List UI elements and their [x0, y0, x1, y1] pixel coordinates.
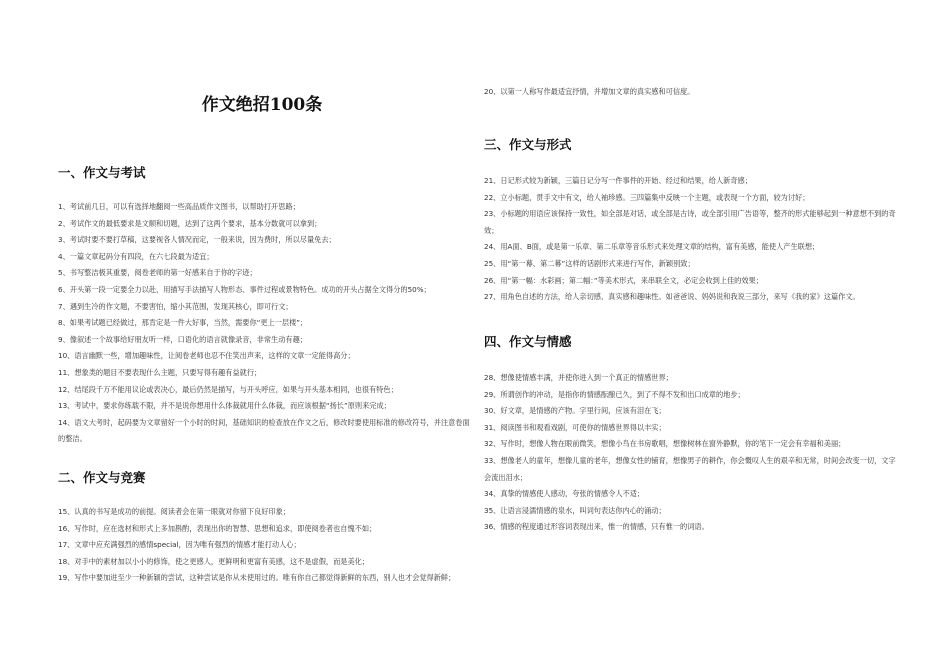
- section-list-form: [484, 173, 896, 306]
- list-item: 25、用“第一幕、第二幕”这样的话剧形式来进行写作，新颖别致；: [484, 258, 695, 268]
- list-item: 35、让语言浸濡情感的泉水，叫词句表达你内心的涌动；: [484, 505, 666, 515]
- document-title: 作文绝招100条: [201, 95, 323, 115]
- section-heading-exam: 一、作文与考试: [58, 165, 146, 180]
- list-item: 15、认真的书写是成功的前提。阅读者会在第一眼就对你留下良好印象；: [58, 507, 290, 516]
- list-item: 10、语言幽默一些，增加趣味性，让阅卷老师也忍不住笑出声来，这样的文章一定能得高分；: [58, 351, 355, 361]
- list-item: 36、情感的程度通过形容词表现出来，惟一的情感，只有惟一的词语。: [484, 522, 709, 532]
- list-item: 27、用角色自述的方法，给人亲切感、真实感和趣味性。如爸爸说、妈妈说和我说三部分，来写《我的家》这篇作文。: [484, 292, 860, 302]
- list-item: 17、文章中应充满强烈的感情special，因为唯有强烈的情感才能打动人心；: [58, 540, 301, 550]
- list-item: 20、以第一人称写作最适宜抒情，并增加文章的真实感和可信度。: [484, 87, 695, 96]
- list-item: 9、像叙述一个故事给好朋友听一样，口语化的语言就像录音，非常生动有趣；: [58, 334, 307, 344]
- list-item: 2、考试作文的最低要求是文顺和切题，达到了这两个要求，基本分数就可以拿到；: [58, 218, 322, 228]
- list-item: 4、一篇文章起码分有四段，在六七段最为适宜；: [58, 251, 214, 261]
- list-item: 1、考试前几日，可以有选择地翻阅一些高品质作文图书，以帮助打开思路；: [58, 202, 300, 211]
- list-item: 26、用“第一幅：水彩画；第二幅：”等美术形式，来串联全文，必定会收到上佳的效果；: [484, 275, 763, 285]
- list-item: 16、写作时，应在选材和形式上多加斟酌，表现出你的智慧、思想和追求，即使阅卷者也自愧不如；: [58, 523, 377, 533]
- list-item: 8、如果考试题已经做过，那肯定是一件大好事，当然，需要你“更上一层楼”；: [58, 318, 308, 328]
- list-item: 32、写作时，想像人物在眼前微笑，想像小鸟在书房歌唱，想像树林在窗外静默，你的笔下一定会有幸福和美丽；: [484, 439, 846, 449]
- section-list-emotion: [484, 370, 896, 536]
- list-item: 22、立小标题，贯手文中有文，给人袖珍感。三四篇集中反映一个主题，或表现一个方面，较为讨好；: [484, 192, 810, 202]
- section-heading-form: 三、作文与形式: [484, 137, 572, 152]
- list-item: 31、阅读图书和观看戏剧，可使你的情感世界得以丰实；: [484, 422, 666, 432]
- list-item: 14、语文大考时，起码要为文章留好一个小时的时间，基础知识的检查放在作文之后，修改时要使用标准的修改符号，并注意卷面的整洁。: [58, 417, 470, 444]
- section-list-competition-right: [484, 84, 896, 101]
- list-item: 3、考试时要不要打草稿，这要视各人情况而定，一般来说，因为费时，所以尽量免去；: [58, 235, 336, 245]
- list-item: 28、想像使情感丰满，并使你进入到一个真正的情感世界；: [484, 373, 673, 382]
- list-item: 21、日记形式较为新颖，三篇日记分写一件事件的开始、经过和结果，给人新奇感；: [484, 176, 752, 185]
- list-item: 33、想像老人的童年，想像儿童的老年，想像女性的铺育，想像男子的耕作，你会慨叹人生的艰辛和无常，时间会改变一切，文字会流出泪水；: [484, 455, 896, 482]
- list-item: 29、所谓创作的冲动，是指你的情感酝酿已久，到了不得不发和出口成章的地步；: [484, 389, 745, 399]
- list-item: 23、小标题的用语应该保持一致性，如全部是对话，或全部是古诗，或全部引用广告语等，整齐的形式能够起到一种意想不到的奇效；: [484, 209, 896, 235]
- list-item: 34、真挚的情感使人感动，夸张的情感令人不适；: [484, 489, 645, 499]
- list-item: 7、遇到生冷的作文题，不要害怕，缩小其范围，发现其核心，即可行文；: [58, 301, 293, 311]
- list-item: 11、想象类的题目不要表现什么主题，只要写得有趣有益就行；: [58, 367, 262, 377]
- list-item: 12、结尾段千万不能用议论或表决心，最后仍然是描写，与开头呼应，如果与开头基本相同，也很有特色；: [58, 384, 398, 394]
- list-item: 5、书写整洁极其重要，阅卷老师的第一好感来自于你的字迹；: [58, 268, 257, 278]
- list-item: 19、写作中要加进至少一种新颖的尝试，这种尝试是你从未使用过的。唯有你自己都觉得新鲜的东西，别人也才会觉得新鲜；: [58, 573, 456, 583]
- section-list-exam: [58, 199, 470, 448]
- section-heading-emotion: 四、作文与情感: [484, 334, 572, 349]
- list-item: 13、考试中，要求你练载不限，并不是说你想用什么体裁就用什么体裁，而应该根据“扬长”原则来完成；: [58, 401, 391, 411]
- list-item: 18、对手中的素材加以小小的修饰，使之更感人，更鲜明和更富有美感，这不是虚假，而是美化；: [58, 556, 370, 566]
- list-item: 30、好文章，是情感的产物。字里行间，应该有泪在飞；: [484, 406, 666, 416]
- list-item: 6、开头第一段一定要全力以赴，用描写手法描写人物形态、事件过程或景物特色。成功的开头占据全文得分的50%；: [58, 284, 431, 294]
- section-heading-competition: 二、作文与竞赛: [58, 470, 146, 485]
- section-list-competition-left: [58, 504, 470, 587]
- list-item: 24、用A面、B面，或是第一乐章、第二乐章等音乐形式来处理文章的结构，富有美感，能使人产生联想；: [484, 242, 820, 252]
